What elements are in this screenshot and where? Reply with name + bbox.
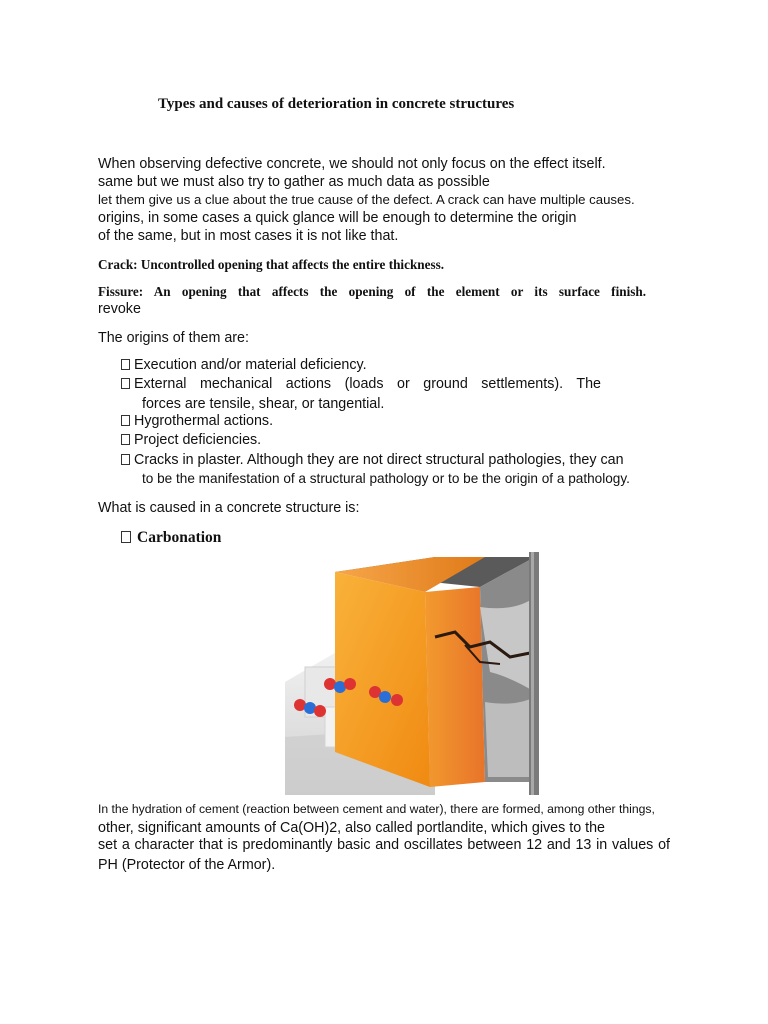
origin-item-2: External mechanical actions (loads or ground settlements). The <box>121 376 601 392</box>
origin-item-4: Project deficiencies. <box>121 432 261 448</box>
fissure-definition: Fissure: An opening that affects the opening of the element or its surface finish. <box>98 284 646 299</box>
origin-item-5: Cracks in plaster. Although they are not direct structural pathologies, they can <box>121 452 624 468</box>
origins-heading: The origins of them are: <box>98 330 249 346</box>
hydration-line-1: In the hydration of cement (reaction between cement and water), there are formed, among other things, <box>98 802 655 816</box>
page-title: Types and causes of deterioration in concrete structures <box>158 96 515 112</box>
intro-line-3: let them give us a clue about the true cause of the defect. A crack can have multiple causes. <box>98 192 635 207</box>
intro-line-5: of the same, but in most cases it is not like that. <box>98 228 399 244</box>
fissure-continuation: revoke <box>98 301 141 317</box>
origin-item-3: Hygrothermal actions. <box>121 413 273 429</box>
intro-line-2: same but we must also try to gather as much data as possible <box>98 174 490 190</box>
origin-item-5-cont: to be the manifestation of a structural pathology or to be the origin of a pathology. <box>142 471 630 486</box>
hydration-line-4: PH (Protector of the Armor). <box>98 857 276 873</box>
origin-item-1: Execution and/or material deficiency. <box>121 357 367 373</box>
checkbox-glyph-icon <box>121 359 130 370</box>
crack-definition: Crack: Uncontrolled opening that affects the entire thickness. <box>98 257 445 272</box>
checkbox-glyph-icon <box>121 531 131 543</box>
caused-heading: What is caused in a concrete structure is: <box>98 500 360 516</box>
checkbox-glyph-icon <box>121 415 130 426</box>
checkbox-glyph-icon <box>121 378 130 389</box>
checkbox-glyph-icon <box>121 454 130 465</box>
intro-line-4: origins, in some cases a quick glance will be enough to determine the origin <box>98 210 577 226</box>
intro-line-1: When observing defective concrete, we should not only focus on the effect itself. <box>98 156 606 172</box>
origin-item-2-cont: forces are tensile, shear, or tangential. <box>142 396 385 412</box>
checkbox-glyph-icon <box>121 434 130 445</box>
carbonation-illustration-icon <box>285 552 550 795</box>
carbonation-heading: Carbonation <box>121 529 221 547</box>
hydration-line-2: other, significant amounts of Ca(OH)2, also called portlandite, which gives to the <box>98 820 606 836</box>
hydration-line-3: set a character that is predominantly basic and oscillates between 12 and 13 in values of <box>98 837 670 853</box>
